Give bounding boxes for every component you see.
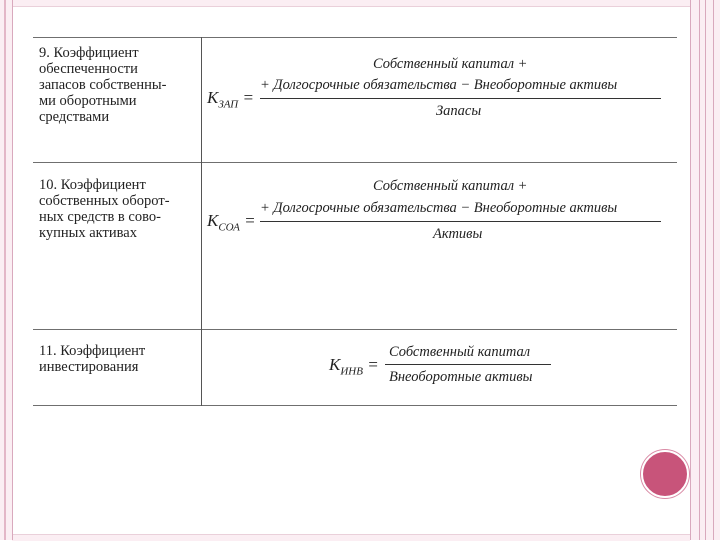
- formula-lhs: $K_{СОА}$ =: [207, 211, 256, 234]
- row-divider: [33, 162, 677, 163]
- formula-denominator: Активы: [433, 226, 483, 242]
- label-line: 9. Коэффициент: [39, 45, 139, 61]
- label-line: ми оборотными: [39, 93, 137, 109]
- row-11-label: [39, 343, 199, 375]
- formula-numerator-line-1: Собственный капитал +: [373, 56, 528, 72]
- table-border-top: [33, 37, 677, 38]
- row-9-label: [39, 45, 199, 125]
- fraction-bar: [260, 98, 661, 99]
- ratios-table: [33, 37, 677, 405]
- label-line: запасов собственны-: [39, 77, 167, 93]
- label-line: обеспеченности: [39, 61, 138, 77]
- formula-lhs: $K_{ИНВ}$ =: [329, 355, 379, 378]
- label-line: купных активах: [39, 225, 137, 241]
- formula-numerator-line-2: + Долгосрочные обязательства − Внеоборотные активы: [260, 77, 618, 93]
- row-divider: [33, 329, 677, 330]
- formula-denominator: Внеоборотные активы: [389, 369, 533, 385]
- slide-frame-top: [12, 0, 690, 7]
- row-10-label: [39, 177, 199, 241]
- formula-numerator-line-2: + Долгосрочные обязательства − Внеоборотные активы: [260, 200, 618, 216]
- label-line: инвестирования: [39, 359, 139, 375]
- formula-lhs: $K_{ЗАП}$ =: [207, 88, 254, 111]
- formula-numerator: Собственный капитал: [389, 344, 531, 360]
- slide-frame-right: [690, 0, 720, 540]
- column-divider: [201, 37, 202, 406]
- formula-numerator-line-1: Собственный капитал +: [373, 178, 528, 194]
- decorative-circle: [641, 450, 689, 498]
- label-line: 10. Коэффициент: [39, 177, 146, 193]
- label-line: средствами: [39, 109, 110, 125]
- label-line: собственных оборот-: [39, 193, 170, 209]
- label-line: ных средств в сово-: [39, 209, 161, 225]
- formula-denominator: Запасы: [436, 103, 482, 119]
- slide-frame-left: [0, 0, 13, 540]
- table-border-bottom: [33, 405, 677, 406]
- label-line: 11. Коэффициент: [39, 343, 146, 359]
- fraction-bar: [260, 221, 661, 222]
- fraction-bar: [385, 364, 551, 365]
